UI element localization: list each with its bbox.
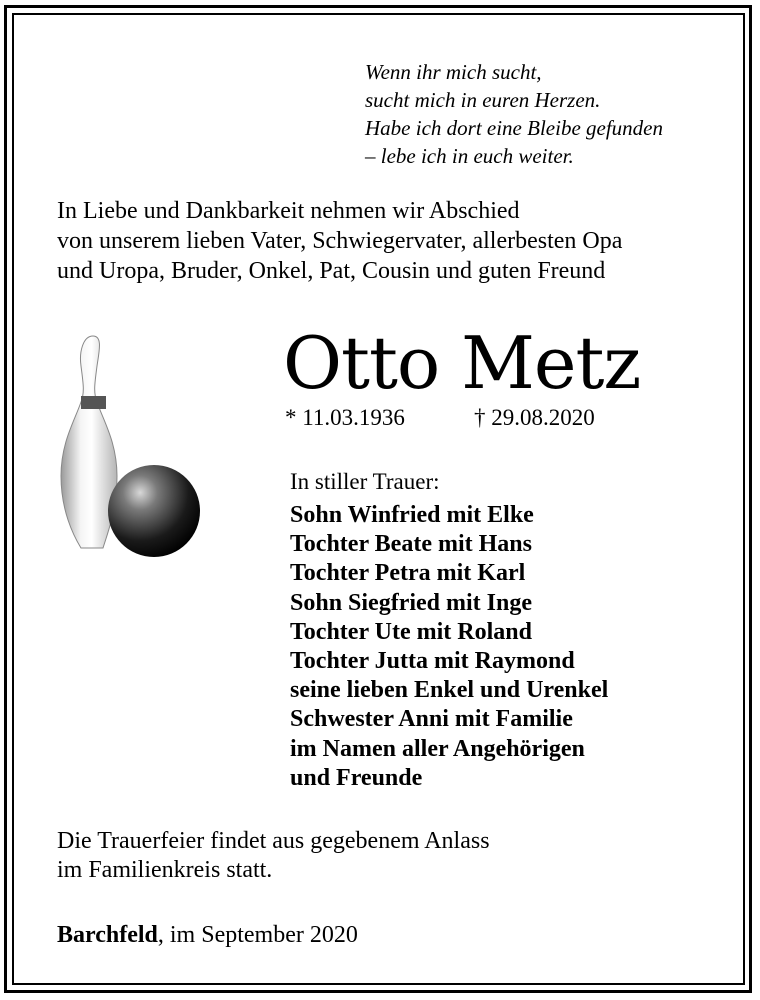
mourner-line: und Freunde xyxy=(290,764,423,791)
intro-text xyxy=(57,196,622,286)
mourner-line: seine lieben Enkel und Urenkel xyxy=(290,677,609,704)
intro-line: und Uropa, Bruder, Onkel, Pat, Cousin und guten Freund xyxy=(57,258,606,284)
mourner-line: Tochter Beate mit Hans xyxy=(290,531,532,558)
poem-line: Wenn ihr mich sucht, xyxy=(365,60,542,84)
date-text: , im September 2020 xyxy=(157,922,358,948)
intro-line: In Liebe und Dankbarkeit nehmen wir Abschied xyxy=(57,198,520,224)
poem-line: – lebe ich in euch weiter. xyxy=(365,144,574,168)
mourner-line: Schwester Anni mit Familie xyxy=(290,706,573,733)
pin-stripe xyxy=(81,396,106,409)
mourner-line: im Namen aller Angehörigen xyxy=(290,735,585,762)
intro-line: von unserem lieben Vater, Schwiegervater, allerbesten Opa xyxy=(57,228,623,254)
birth-date: * 11.03.1936 xyxy=(285,405,405,430)
mourner-line: Tochter Jutta mit Raymond xyxy=(290,648,575,675)
deceased-name: Otto Metz xyxy=(283,321,641,405)
poem-line: Habe ich dort eine Bleibe gefunden xyxy=(365,116,663,140)
poem xyxy=(365,58,663,170)
bowling-ball xyxy=(108,465,200,557)
mourner-line: Sohn Winfried mit Elke xyxy=(290,502,534,528)
funeral-notice xyxy=(57,827,490,885)
mourner-line: Tochter Ute mit Roland xyxy=(290,618,532,645)
bowling-pin-and-ball-icon xyxy=(55,330,205,560)
mourners-list xyxy=(290,501,608,793)
poem-line: sucht mich in euren Herzen. xyxy=(365,88,601,112)
place-and-date xyxy=(57,920,358,950)
mourner-line: Tochter Petra mit Karl xyxy=(290,560,526,587)
funeral-line: Die Trauerfeier findet aus gegebenem Anlass xyxy=(57,828,490,854)
mourning-label: In stiller Trauer: xyxy=(290,469,440,494)
mourner-line: Sohn Siegfried mit Inge xyxy=(290,589,533,616)
death-date: † 29.08.2020 xyxy=(474,405,595,430)
place-name: Barchfeld xyxy=(57,922,158,948)
funeral-line: im Familienkreis statt. xyxy=(57,857,273,883)
